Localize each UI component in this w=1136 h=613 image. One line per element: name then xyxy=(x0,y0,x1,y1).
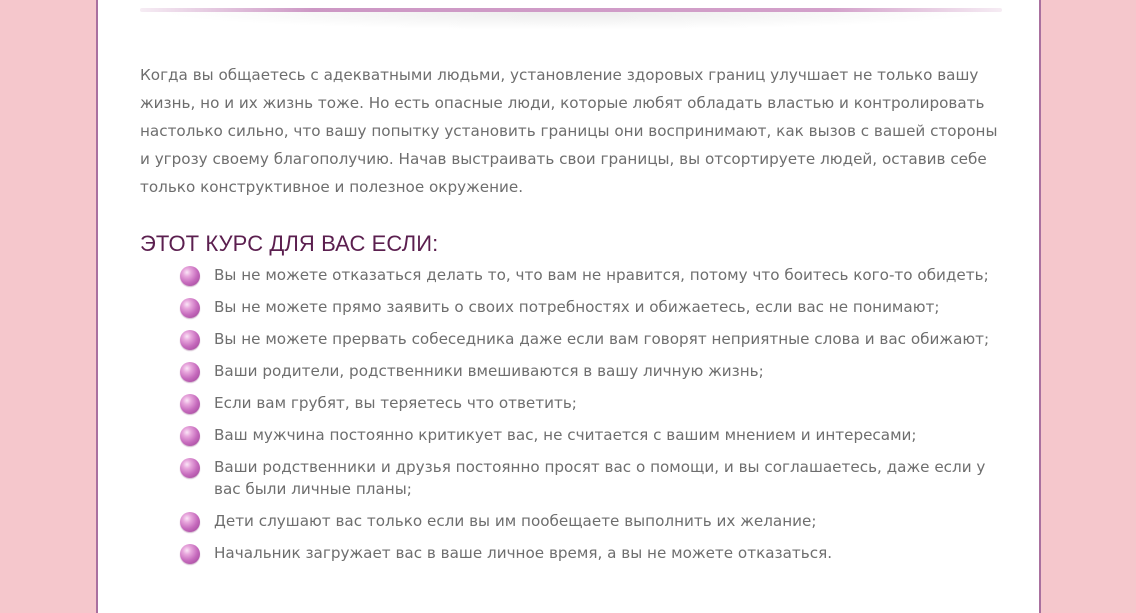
list-item-text: Вы не можете прервать собеседника даже если вам говорят неприятные слова и вас обижают; xyxy=(214,330,990,348)
content-panel xyxy=(96,0,1041,613)
top-divider xyxy=(140,8,1002,12)
list-item xyxy=(178,264,1010,286)
list-item-text: Вы не можете отказаться делать то, что вам не нравится, потому что боитесь кого-то обидеть; xyxy=(214,266,989,284)
divider-shadow xyxy=(158,12,988,30)
pink-sphere-bullet-icon xyxy=(180,512,200,532)
intro-paragraph: Когда вы общаетесь с адекватными людьми, установление здоровых границ улучшает не только вашу жизнь, но и их жизнь тоже. Но есть опасные люди, которые любят обладать властью и контролировать настолько сильно, что вашу попытку установить границы они воспринимают, как вызов с вашей стороны и угрозу своему благополучию. Начав выстраивать свои границы, вы отсортируете людей, оставив себе только конструктивное и полезное окружение. xyxy=(140,66,998,196)
pink-sphere-bullet-icon xyxy=(180,426,200,446)
list-item xyxy=(178,510,1010,532)
list-item-text: Начальник загружает вас в ваше личное время, а вы не можете отказаться. xyxy=(214,544,833,562)
list-item-text: Ваш мужчина постоянно критикует вас, не считается с вашим мнением и интересами; xyxy=(214,426,917,444)
list-item xyxy=(178,456,1010,500)
list-item-text: Если вам грубят, вы теряетесь что ответить; xyxy=(214,394,577,412)
pink-sphere-bullet-icon xyxy=(180,544,200,564)
list-item-text: Дети слушают вас только если вы им пообещаете выполнить их желание; xyxy=(214,512,817,530)
list-item-text: Ваши родители, родственники вмешиваются в вашу личную жизнь; xyxy=(214,362,764,380)
list-item xyxy=(178,360,1010,382)
list-item xyxy=(178,424,1010,446)
list-item xyxy=(178,542,1010,564)
list-item xyxy=(178,328,1010,350)
list-item xyxy=(178,392,1010,414)
list-item-text: Ваши родственники и друзья постоянно просят вас о помощи, и вы соглашаетесь, даже если у вас были личные планы; xyxy=(214,458,986,498)
pink-sphere-bullet-icon xyxy=(180,298,200,318)
criteria-list xyxy=(178,264,1010,574)
section-heading: ЭТОТ КУРС ДЛЯ ВАС ЕСЛИ: xyxy=(140,231,439,256)
pink-sphere-bullet-icon xyxy=(180,458,200,478)
pink-sphere-bullet-icon xyxy=(180,330,200,350)
list-item xyxy=(178,296,1010,318)
pink-sphere-bullet-icon xyxy=(180,362,200,382)
pink-sphere-bullet-icon xyxy=(180,394,200,414)
pink-sphere-bullet-icon xyxy=(180,266,200,286)
list-item-text: Вы не можете прямо заявить о своих потребностях и обижаетесь, если вас не понимают; xyxy=(214,298,940,316)
